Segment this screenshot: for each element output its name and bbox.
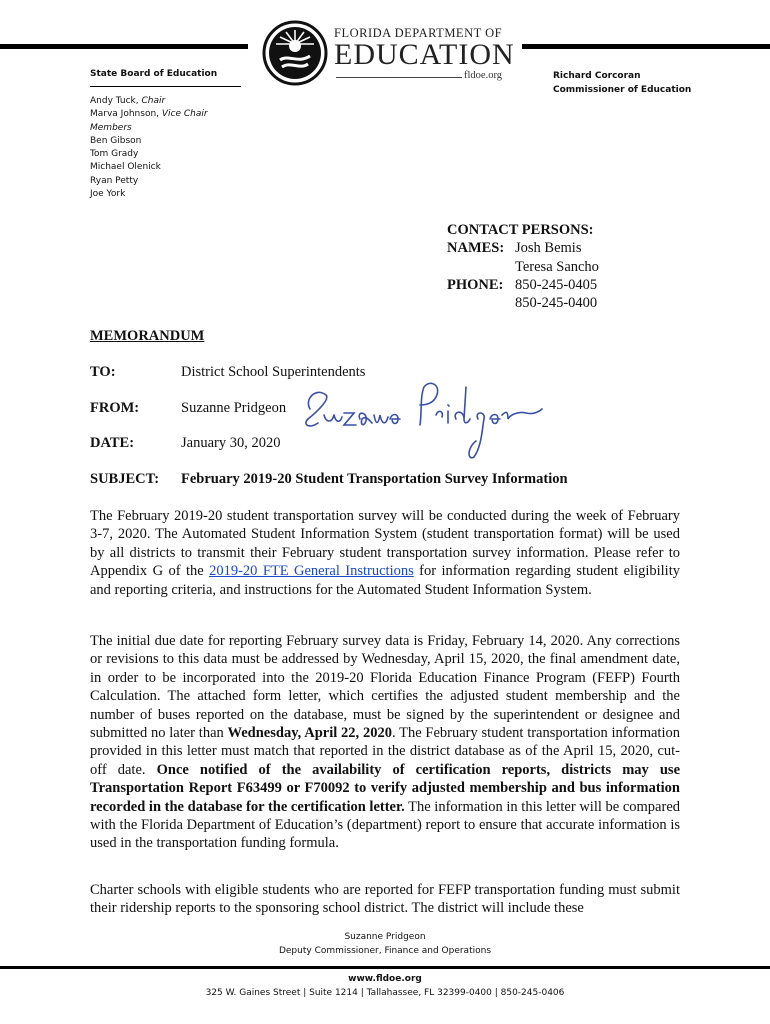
member-row: [90, 122, 208, 135]
footer-rule: [0, 966, 770, 969]
phone-spacer: [447, 294, 515, 312]
body-paragraph-3: Charter schools with eligible students who are reported for FEFP transportation funding must submit their ridership reports to the sponsoring school district. The district will include these: [90, 882, 680, 917]
contact-names-row: [447, 239, 599, 257]
member-row: Tom Grady: [90, 149, 139, 160]
memo-title: MEMORANDUM: [90, 328, 205, 344]
memo-date: [90, 435, 280, 452]
member-row: Ryan Petty: [90, 175, 139, 186]
member-row: Michael Olenick: [90, 162, 161, 173]
member-name: Andy Tuck,: [90, 96, 139, 106]
date-value: January 30, 2020: [181, 435, 281, 451]
names-label: NAMES:: [447, 240, 505, 257]
logo-wordmark: EDUCATION: [334, 38, 515, 71]
contact-names-row-2: [447, 258, 599, 276]
memo-from: [90, 400, 286, 417]
p2-text-b: . The February student transportation information provided in this letter must match that reported in the district database as of the April 15, 2020, cut-off date.: [90, 725, 680, 778]
footer-address: 325 W. Gaines Street | Suite 1214 | Tallahassee, FL 32399-0400 | 850-245-0406: [205, 988, 565, 998]
footer-website[interactable]: www.fldoe.org: [348, 974, 422, 984]
commissioner-title: Commissioner of Education: [553, 85, 692, 95]
from-value: Suzanne Pridgeon: [181, 400, 287, 416]
member-row: [90, 95, 208, 108]
body-paragraph-2: [90, 632, 680, 853]
memo-subject: [90, 471, 568, 488]
contact-heading: CONTACT PERSONS:: [447, 222, 594, 238]
to-value: District School Superintendents: [181, 364, 366, 380]
to-label: TO:: [90, 364, 116, 380]
contact-name: Teresa Sancho: [515, 258, 599, 275]
header-rule-right: [522, 44, 770, 49]
header-rule-left: [0, 44, 248, 49]
logo-title: FLORIDA DEPARTMENT OF: [334, 26, 503, 40]
contact-phone-row: [447, 276, 599, 294]
footer-signatory: [0, 931, 770, 958]
signature-image: [296, 375, 546, 465]
board-rule: [90, 86, 241, 87]
subject-value: February 2019-20 Student Transportation Survey Information: [181, 471, 568, 487]
p2-text-a: The initial due date for reporting February survey data is Friday, February 14, 2020. Any corrections or revisions to this data must be addressed by Wednesday, April 15, 2020, the final amendment date, in order to be incorporated into the 2019-20 Florida Education Finance Program (FEFP) Fourth Calculation. The attached form letter, which certifies the adjusted student membership and the number of buses reported on the database, must be signed by the superintendent or designee and submitted no later than: [90, 633, 680, 742]
body-paragraph-1: [90, 507, 680, 599]
member-role: Vice Chair: [161, 109, 208, 120]
fte-instructions-link[interactable]: 2019-20 FTE General Instructions: [209, 563, 414, 580]
contact-phone-row-2: [447, 294, 599, 312]
board-members: [90, 95, 208, 201]
p2-certification-note: Once notified of the availability of certification reports, districts may use Transportation Report F63499 or F70092 to verify adjusted membership and bus information recorded in the database for the certification letter.: [90, 761, 681, 815]
p1-text-b: for information regarding student eligibility and reporting criteria, and instructions for the Automated Student Information System.: [90, 563, 680, 598]
from-label: FROM:: [90, 400, 140, 416]
contact-persons: [447, 221, 599, 312]
fldoe-logo: [262, 18, 515, 88]
footer-title: Deputy Commissioner, Finance and Operations: [278, 945, 492, 956]
p1-text-a: The February 2019-20 student transportation survey will be conducted during the week of February 3-7, 2020. The Automated Student Information System (student transportation format) will be used by all districts to transmit their February student transportation survey information. Please refer to Appendix G of the: [90, 508, 680, 580]
board-title: State Board of Education: [90, 69, 218, 79]
member-role: Members: [90, 122, 132, 133]
member-row: [90, 108, 208, 121]
contact-phone: 850-245-0400: [515, 295, 598, 312]
p2-deadline: Wednesday, April 22, 2020: [227, 725, 392, 742]
footer-name: Suzanne Pridgeon: [344, 932, 426, 942]
commissioner-name: Richard Corcoran: [553, 71, 641, 81]
member-row: Joe York: [90, 189, 126, 200]
p2-text-c: The information in this letter will be compared with the Florida Department of Education’s (department) report to ensure that accurate information is used in the transportation funding formula.: [90, 798, 681, 852]
contact-name: Josh Bemis: [515, 240, 582, 257]
names-spacer: [447, 258, 515, 276]
logo-site: fldoe.org: [464, 70, 503, 81]
phone-label: PHONE:: [447, 276, 504, 293]
date-label: DATE:: [90, 435, 135, 451]
commissioner-block: [553, 69, 691, 97]
member-name: Marva Johnson,: [90, 109, 160, 120]
fldoe-logo-icon: [262, 20, 328, 86]
member-role: Chair: [141, 96, 166, 106]
member-row: Ben Gibson: [90, 135, 142, 146]
logo-underline: [336, 77, 462, 78]
contact-phone: 850-245-0405: [515, 276, 598, 293]
subject-label: SUBJECT:: [90, 471, 160, 487]
